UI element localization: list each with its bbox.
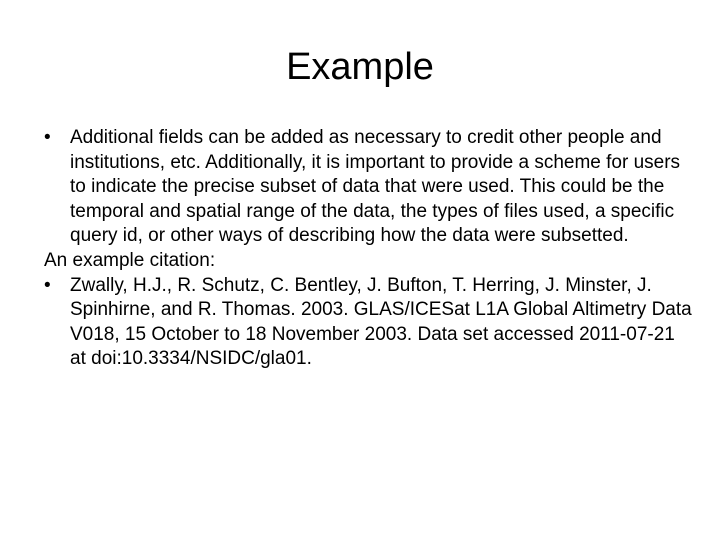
bullet-text-citation: Zwally, H.J., R. Schutz, C. Bentley, J. Bufton, T. Herring, J. Minster, J. Spinhirne, and R. Thomas. 2003. GLAS/ICESat L1A Global Altimetry Data V018, 15 October to 18 November 2003. Data set accessed 2011-07-21 at doi:10.3334/NSIDC/gla01. bbox=[70, 274, 692, 370]
bullet-item-citation bbox=[44, 274, 694, 372]
bullet-icon: • bbox=[44, 127, 51, 148]
example-citation-heading: An example citation: bbox=[44, 249, 216, 271]
bullet-icon: • bbox=[44, 274, 51, 296]
slide-body bbox=[44, 126, 694, 372]
bullet-text-fields: Additional fields can be added as necessary to credit other people and institutions, etc. Additionally, it is important to provide a scheme for users to indicate the precise subset of data that were used. This could be the temporal and spatial range of the data, the types of files used, a specific query id, or other ways of describing how the data were subsetted. bbox=[70, 127, 681, 247]
bullet-item-fields bbox=[44, 126, 694, 249]
slide-title: Example bbox=[286, 46, 434, 88]
